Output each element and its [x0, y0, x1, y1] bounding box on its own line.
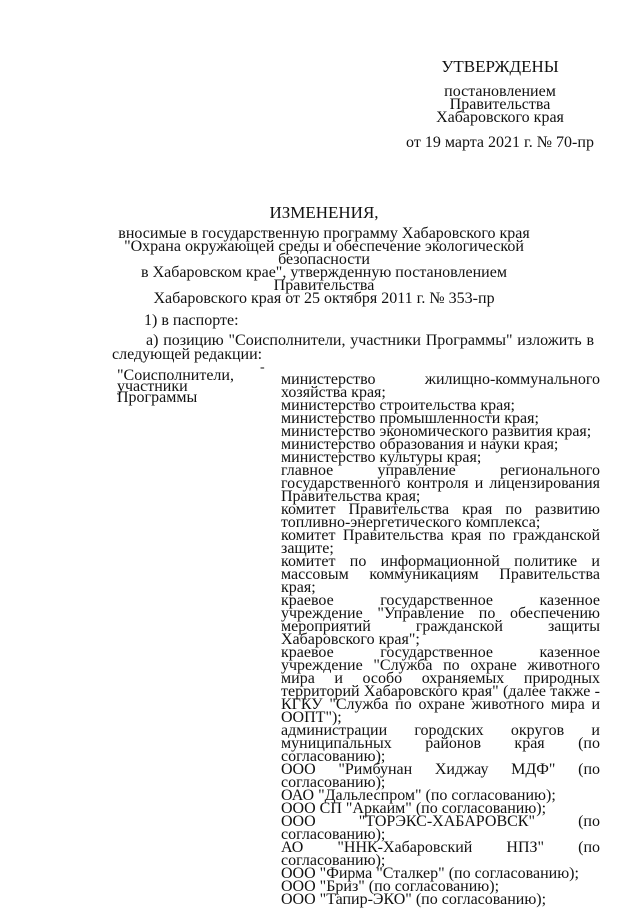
- changes-subtitle-line: "Охрана окружающей среды и обеспечение экологической безопасности: [124, 238, 524, 268]
- participant-entry: АО "ННК-Хабаровский НПЗ" (по согласованию);: [281, 839, 600, 869]
- participant-entry: министерство образования и науки края;: [281, 436, 559, 453]
- participant-entry: министерство строительства края;: [281, 397, 515, 414]
- participant-entry: комитет по информационной политике и массовым коммуникациям Правительства края;: [281, 553, 600, 596]
- changes-heading: [118, 204, 530, 305]
- participant-entry: краевое государственное казенное учреждение "Служба по охране животного мира и особо охраняемых природных территорий Хабаровского края" (далее также - КГКУ "Служба по охране животного мира и ООПТ");: [281, 644, 600, 726]
- participant-entry: администрации городских округов и муниципальных районов края (по согласованию);: [281, 722, 600, 765]
- participant-entry: министерство жилищно-коммунального хозяйства края;: [281, 371, 600, 401]
- participant-entry: ОАО "Дальлеспром" (по согласованию);: [281, 787, 556, 804]
- participant-entry: главное управление регионального государственного контроля и лицензирования Правительства края;: [281, 462, 600, 505]
- approval-block: [400, 58, 600, 149]
- item-a-paragraph: а) позицию "Соисполнители, участники Программы" изложить в следующей редакции:: [112, 332, 594, 363]
- participant-entry: ООО "Фирма "Сталкер" (по согласованию);: [281, 865, 579, 882]
- approval-title: УТВЕРЖДЕНЫ: [441, 57, 559, 76]
- participant-entry: министерство культуры края;: [281, 449, 482, 466]
- item-1-heading: 1) в паспорте:: [144, 312, 239, 329]
- participants-list: [281, 373, 600, 906]
- approval-line: постановлением: [444, 83, 556, 100]
- changes-subtitle-line: Хабаровского края от 25 октября 2011 г. № 353-пр: [153, 290, 495, 307]
- approval-line: Хабаровского края: [436, 109, 564, 126]
- participant-entry: ООО СП "Аркаим" (по согласованию);: [281, 800, 547, 817]
- changes-subtitle-line: в Хабаровском крае", утвержденную постановлением Правительства: [141, 264, 507, 294]
- participant-entry: ООО "Тапир-ЭКО" (по согласованию);: [281, 891, 547, 908]
- participant-entry: ООО "ТОРЭКС-ХАБАРОВСК" (по согласованию);: [281, 813, 600, 843]
- participant-entry: комитет Правительства края по гражданской защите;: [281, 527, 600, 557]
- participant-entry: ООО "Бриз" (по согласованию);: [281, 878, 500, 895]
- approval-date: от 19 марта 2021 г. № 70-пр: [406, 134, 594, 151]
- table-left-label: "Соисполнители, участники Программы: [117, 367, 234, 406]
- changes-title: ИЗМЕНЕНИЯ,: [269, 203, 379, 222]
- participant-entry: ООО "Римбунан Хиджау МДФ" (по согласованию);: [281, 761, 600, 791]
- participant-entry: министерство промышленности края;: [281, 410, 539, 427]
- changes-subtitle-line: вносимые в государственную программу Хабаровского края: [118, 225, 530, 242]
- participant-entry: министерство экономического развития края;: [281, 423, 592, 440]
- participant-entry: комитет Правительства края по развитию топливно-энергетического комплекса;: [281, 501, 600, 531]
- table-dash: -: [260, 360, 265, 375]
- approval-line: Правительства: [449, 96, 551, 113]
- participant-entry: краевое государственное казенное учреждение "Управление по обеспечению мероприятий гражданской защиты Хабаровского края";: [281, 592, 600, 648]
